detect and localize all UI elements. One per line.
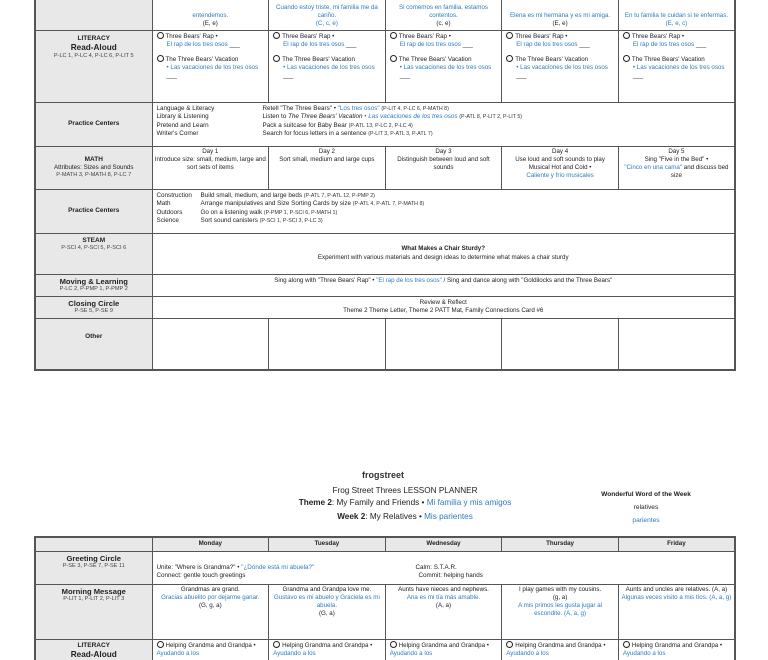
option-es: • Las vacaciones de los tres osos <box>399 63 492 71</box>
message-es: Si comemos en familia, estamos contentos. <box>398 4 489 20</box>
message-es: Gracias abuelito por dejarme ganar. <box>161 593 260 601</box>
steam-standards: P-SCI 4, P-SCI 5, P-SCI 6 <box>61 244 127 251</box>
center-standards: (P-PMP 1, P-SCI 6, P-MATH 1) <box>263 209 338 216</box>
blank-line: ___ <box>632 71 644 79</box>
option-es: Ayudando a los <box>273 649 316 657</box>
center-standards: (P-ATL 4, P-ATL 7, P-MATH 8) <box>352 201 425 207</box>
moving-text: Sing along with "Three Bears' Rap" • <box>274 276 375 284</box>
planner-header <box>0 470 768 530</box>
message-es: Algunas veces visito a mis tíos. <box>621 593 708 601</box>
corner-cell <box>35 537 152 551</box>
option-es: El rap de los tres osos <box>166 40 228 48</box>
message-es: Gustavo es mi abuelo y Graciela es mi abuela. <box>273 593 380 609</box>
literacy-day2 <box>269 30 386 102</box>
center-row <box>157 217 730 226</box>
day-label: Day 5 <box>668 147 685 155</box>
moving-text: / Sing and dance along with "Goldilocks and the Three Bears" <box>443 276 613 284</box>
message-en: Aunts and uncles are relatives. <box>625 585 711 593</box>
greeting-unite: Unite: "Where is Grandma?" • <box>156 563 240 571</box>
math-activity-es: Caliente y frío musicales <box>526 171 594 179</box>
option-en: Helping Grandma and Grandpa • <box>631 641 723 649</box>
math-standards: P-MATH 3, P-MATH 8, P-LC 7 <box>56 172 132 179</box>
steam-activity <box>152 233 735 274</box>
morning-message-row <box>35 0 735 30</box>
math-day3 <box>385 146 502 189</box>
practice-centers-row-2 <box>35 189 735 233</box>
moving-learning-label-cell <box>35 274 152 296</box>
math-day2 <box>269 146 386 189</box>
literacy-day3 <box>385 30 502 102</box>
day-label: Day 2 <box>318 147 335 155</box>
radio-circle-icon[interactable] <box>506 55 513 62</box>
option-es: El rap de los tres osos <box>283 40 345 48</box>
message-es: En tu familia te cuidan si te enfermas. <box>624 12 729 20</box>
radio-circle-icon[interactable] <box>157 55 164 62</box>
message-letters-es: (A, a, g) <box>564 609 587 617</box>
option-es: • Las vacaciones de los tres osos <box>283 63 375 71</box>
message-es: Ana es mi tía más amable. <box>406 593 481 601</box>
practice-centers-title: Practice Centers <box>68 119 120 127</box>
radio-circle-icon[interactable] <box>623 32 630 39</box>
lesson-planner-table-week2 <box>34 536 736 660</box>
week-es: Mis parientes <box>424 512 473 521</box>
day-header-thursday: Thursday <box>502 537 619 551</box>
option-en: Helping Grandma and Grandpa • <box>398 641 489 649</box>
option-es: El rap de los tres osos <box>632 40 695 48</box>
center-standards: (P-ATL 8, P-LIT 2, P-LIT 5) <box>459 114 523 120</box>
center-name: Pretend and Learn <box>156 121 209 129</box>
day-header-row <box>35 537 735 551</box>
day-label: Day 1 <box>202 147 219 155</box>
message-en: Grandmas are grand. <box>180 585 240 593</box>
literacy-thursday <box>502 639 619 660</box>
radio-circle-icon[interactable] <box>273 32 280 39</box>
center-standards: (P-LIT 3, P-ATL 3, P-ATL 7) <box>368 131 433 137</box>
math-activity: Introduce size: small, medium, large and sort sets of items <box>154 155 266 171</box>
message-letters: (G, a) <box>318 609 335 617</box>
math-row <box>35 146 735 189</box>
center-standards: (P-SCI 1, P-SCI 3, P-LC 3) <box>259 218 323 224</box>
literacy-day1 <box>152 30 269 102</box>
option-en: Helping Grandma and Grandpa • <box>282 641 373 649</box>
week-title <box>240 512 570 521</box>
option-en: The Three Bears' Vacation <box>282 55 355 63</box>
planner-title: Frog Street Threes LESSON PLANNER <box>332 486 478 495</box>
message-letters: (A, a) <box>435 601 452 609</box>
center-activity: Pack a suitcase for Baby Bear <box>262 121 347 129</box>
math-label-cell <box>35 146 152 189</box>
message-letters: (g, a) <box>552 593 568 601</box>
math-activity-es: "Cinco en una cama" <box>624 163 683 171</box>
option-en: The Three Bears' Vacation <box>515 55 589 63</box>
practice-centers-row-1 <box>35 102 735 146</box>
greeting-circle-row <box>35 551 735 584</box>
option-es: • Las vacaciones de los tres osos <box>166 63 259 71</box>
morning-message-day2 <box>269 0 386 30</box>
center-activity: Arrange manipulatives and Size Sorting Cards by size <box>200 200 352 207</box>
theme-es: Mi familia y mis amigos <box>426 498 512 507</box>
option-es: • Las vacaciones de los tres osos <box>516 63 608 71</box>
message-letters: (E, e) <box>552 20 568 28</box>
math-day5 <box>618 146 735 189</box>
literacy-standards: P-LC 1, P-LC 4, P-LC 6, P-LIT 5 <box>53 53 134 60</box>
option-en: Three Bears' Rap • <box>398 32 451 40</box>
radio-circle-icon[interactable] <box>390 641 397 648</box>
moving-learning-activity <box>152 274 735 296</box>
blank-line: ___ <box>516 71 527 79</box>
closing-circle-activity <box>152 296 735 318</box>
center-activity-es: "Los tres osos" <box>337 104 380 112</box>
math-day4 <box>502 146 619 189</box>
math-activity: Sort small, medium and large cups <box>279 155 375 163</box>
option-es: Ayudando a los <box>622 649 666 657</box>
radio-circle-icon[interactable] <box>506 32 513 39</box>
week-label: Week 2 <box>337 512 366 521</box>
greeting-circle-standards: P-SE 3, P-SE 7, P-SE 11 <box>62 563 125 570</box>
center-activity: Sort sound canisters <box>200 217 258 224</box>
greeting-calm: Calm: S.T.A.R. <box>415 563 457 571</box>
message-en: Aunts have nieces and nephews. <box>398 585 489 593</box>
literacy-subtitle: Read-Aloud <box>70 649 117 659</box>
option-en: Three Bears' Rap • <box>515 32 568 40</box>
practice-centers-label-cell <box>35 102 152 146</box>
morning-message-day4 <box>502 0 619 30</box>
practice-centers-list <box>152 102 735 146</box>
theme-label: Theme 2 <box>298 498 332 507</box>
center-row <box>157 130 730 139</box>
message-en: I play games with my cousins. <box>518 585 602 593</box>
center-row <box>157 209 730 218</box>
center-activity-title: The Three Bears' Vacation <box>288 113 363 120</box>
wonderful-word-en: relatives <box>633 504 659 511</box>
literacy-tuesday <box>269 639 386 660</box>
option-en: Three Bears' Rap • <box>282 32 335 40</box>
moving-text-es: "El rap de los tres osos" <box>376 276 442 284</box>
morning-message-title: Morning Message <box>61 586 126 596</box>
frogstreet-logo: frogstreet <box>362 470 405 480</box>
option-es: • Las vacaciones de los tres osos <box>632 63 725 71</box>
greeting-circle-activity <box>152 551 735 584</box>
radio-circle-icon[interactable] <box>273 641 280 648</box>
literacy-friday <box>618 639 735 660</box>
center-activity: Build small, medium, and large beds <box>200 191 303 199</box>
theme-title <box>240 498 570 507</box>
literacy-wednesday <box>385 639 502 660</box>
blank-line: ___ <box>399 71 411 79</box>
option-en: The Three Bears' Vacation <box>631 55 705 63</box>
center-activity-es: • Las vacaciones de los tres osos <box>364 113 458 120</box>
literacy-label-cell <box>35 30 152 102</box>
math-attributes: Attributes: Sizes and Sounds <box>54 164 134 172</box>
option-en: The Three Bears' Vacation <box>165 55 239 63</box>
radio-circle-icon[interactable] <box>273 55 280 62</box>
option-en: The Three Bears' Vacation <box>398 55 472 63</box>
center-name: Construction <box>156 191 192 199</box>
closing-heading: Review & Reflect <box>419 299 467 307</box>
message-letters: (E, e) <box>202 20 218 28</box>
blank-line: ___ <box>283 71 294 79</box>
greeting-commit: Commit: helping hands <box>418 572 483 579</box>
radio-circle-icon[interactable] <box>390 32 397 39</box>
center-name: Library & Listening <box>156 113 209 120</box>
option-es: Ayudando a los <box>506 649 549 657</box>
wonderful-word-box <box>584 488 708 527</box>
message-letters: (E, e, c) <box>665 20 688 28</box>
option-es: El rap de los tres osos <box>399 40 461 48</box>
blank-line: ___ <box>346 40 357 48</box>
other-day4[interactable] <box>502 318 619 370</box>
literacy-label-cell <box>35 639 152 660</box>
closing-circle-row <box>35 296 735 318</box>
center-activity: Go on a listening walk <box>200 208 263 216</box>
center-name: Outdoors <box>156 208 183 216</box>
center-standards: (P-ATL 7, P-ATL 12, P-PMP 2) <box>303 192 375 199</box>
morning-message-wednesday <box>385 584 502 639</box>
message-en: Grandma and Grandpa love me. <box>282 585 372 593</box>
option-es: El rap de los tres osos <box>516 40 578 48</box>
steam-label-cell <box>35 233 152 274</box>
message-es: A mis primos les gusta jugar al escondite. <box>518 601 603 617</box>
blank-line: ___ <box>462 40 473 48</box>
center-standards: (P-ATL 13, P-LC 2, P-LC 4) <box>348 122 413 129</box>
morning-message-monday <box>152 584 269 639</box>
center-row <box>157 192 730 201</box>
literacy-row <box>35 30 735 102</box>
other-day3[interactable] <box>385 318 502 370</box>
day-header-tuesday: Tuesday <box>269 537 386 551</box>
math-activity: and discuss bed size <box>670 163 729 179</box>
center-row <box>157 200 730 209</box>
literacy-row <box>35 639 735 660</box>
message-letters: (A, a) <box>712 585 728 593</box>
other-label-cell <box>35 318 152 370</box>
blank-line: ___ <box>229 40 240 48</box>
day-header-monday: Monday <box>152 537 269 551</box>
center-activity: Search for focus letters in a sentence <box>262 130 367 137</box>
wonderful-word-title: Wonderful Word of the Week <box>601 491 691 498</box>
day-label: Day 4 <box>551 147 569 155</box>
radio-circle-icon[interactable] <box>506 641 513 648</box>
morning-message-label-cell <box>35 0 152 30</box>
theme-en: : My Family and Friends • <box>331 498 425 507</box>
blank-line: ___ <box>166 71 177 79</box>
center-name: Math <box>156 200 171 207</box>
center-activity: Retell "The Three Bears" • <box>262 104 336 112</box>
center-row <box>157 113 730 122</box>
morning-message-row <box>35 584 735 639</box>
math-title: MATH <box>84 155 103 163</box>
blank-line: ___ <box>579 40 590 48</box>
literacy-subtitle: Read-Aloud <box>70 42 117 52</box>
blank-line: ___ <box>695 40 707 48</box>
steam-heading: What Makes a Chair Sturdy? <box>401 245 486 253</box>
greeting-connect: Connect: gentle touch greetings <box>156 572 246 579</box>
option-en: Helping Grandma and Grandpa • <box>165 641 256 649</box>
math-activity: Sing "Five in the Bed" • <box>644 155 709 163</box>
moving-learning-row <box>35 274 735 296</box>
center-name: Science <box>156 217 179 224</box>
greeting-unite-es: "¿Dónde está mi abuela?" <box>241 563 315 571</box>
center-name: Language & Literacy <box>156 104 215 112</box>
closing-circle-label-cell <box>35 296 152 318</box>
radio-circle-icon[interactable] <box>157 641 164 648</box>
option-en: Three Bears' Rap • <box>631 32 685 40</box>
morning-message-thursday <box>502 584 619 639</box>
literacy-title: LITERACY <box>77 34 110 42</box>
radio-circle-icon[interactable] <box>157 32 164 39</box>
morning-message-day1 <box>152 0 269 30</box>
message-letters-es: (A, a, g) <box>709 593 732 601</box>
math-day1 <box>152 146 269 189</box>
practice-centers-title: Practice Centers <box>68 206 120 214</box>
week-en: : My Relatives • <box>365 512 422 521</box>
moving-learning-title: Moving & Learning <box>59 276 128 286</box>
closing-text: Theme 2 Theme Letter, Theme 2 PATT Mat, Family Connections Card #6 <box>343 307 544 315</box>
lesson-planner-table-week1 <box>34 0 736 371</box>
morning-message-day3 <box>385 0 502 30</box>
practice-centers-label-cell <box>35 189 152 233</box>
greeting-circle-title: Greeting Circle <box>66 553 121 563</box>
steam-title: STEAM <box>82 236 106 244</box>
other-day2[interactable] <box>269 318 386 370</box>
center-row <box>157 122 730 131</box>
day-header-friday: Friday <box>618 537 735 551</box>
message-es: Elena es mi hermana y es mi amiga. <box>510 12 611 20</box>
day-label: Day 3 <box>435 147 452 155</box>
morning-message-label-cell <box>35 584 152 639</box>
message-letters: (c, e) <box>436 20 451 28</box>
practice-centers-list <box>152 189 735 233</box>
math-activity: Use loud and soft sounds to play Musical Hot and Cold • <box>515 155 605 171</box>
steam-text: Experiment with various materials and design ideas to determine what makes a chair sturdy <box>317 253 569 261</box>
morning-message-tuesday <box>269 584 386 639</box>
option-en: Three Bears' Rap • <box>165 32 218 40</box>
option-en: Helping Grandma and Grandpa • <box>515 641 606 649</box>
message-letters: (G, g, a) <box>198 601 222 609</box>
closing-circle-title: Closing Circle <box>68 298 120 308</box>
wonderful-word-es: parientes <box>632 517 660 524</box>
morning-message-day5 <box>618 0 735 30</box>
greeting-circle-label-cell <box>35 551 152 584</box>
option-es: Ayudando a los <box>156 649 200 657</box>
message-letters: (C, c, e) <box>315 20 338 28</box>
day-header-wednesday: Wednesday <box>385 537 502 551</box>
center-row <box>157 105 730 114</box>
moving-learning-standards: P-LC 2, P-PMP 1, P-PMP 2 <box>59 286 128 293</box>
closing-circle-standards: P-SE 5, P-SE 9 <box>74 308 114 315</box>
message-es: Cuando estoy triste, mi familia me da cariño. <box>275 4 378 20</box>
radio-circle-icon[interactable] <box>623 641 630 648</box>
option-es: Ayudando a los <box>389 649 433 657</box>
morning-message-standards: P-LIT 1, P-LIT 2, P-LIT 3 <box>63 596 125 603</box>
center-activity: Listen to <box>262 113 287 120</box>
steam-row <box>35 233 735 274</box>
literacy-title: LITERACY <box>77 641 110 649</box>
math-activity: Distinguish between loud and soft sounds <box>397 155 490 171</box>
other-day5[interactable] <box>618 318 735 370</box>
literacy-day4 <box>502 30 619 102</box>
radio-circle-icon[interactable] <box>390 55 397 62</box>
morning-message-friday <box>618 584 735 639</box>
other-title: Other <box>85 332 103 340</box>
other-row <box>35 318 735 370</box>
center-name: Writer's Corner <box>156 130 199 137</box>
literacy-day5 <box>618 30 735 102</box>
radio-circle-icon[interactable] <box>623 55 630 62</box>
literacy-monday <box>152 639 269 660</box>
other-day1[interactable] <box>152 318 269 370</box>
center-standards: (P-LIT 4, P-LC 6, P-MATH 8) <box>381 105 449 112</box>
message-es: entendemos. <box>192 12 229 20</box>
